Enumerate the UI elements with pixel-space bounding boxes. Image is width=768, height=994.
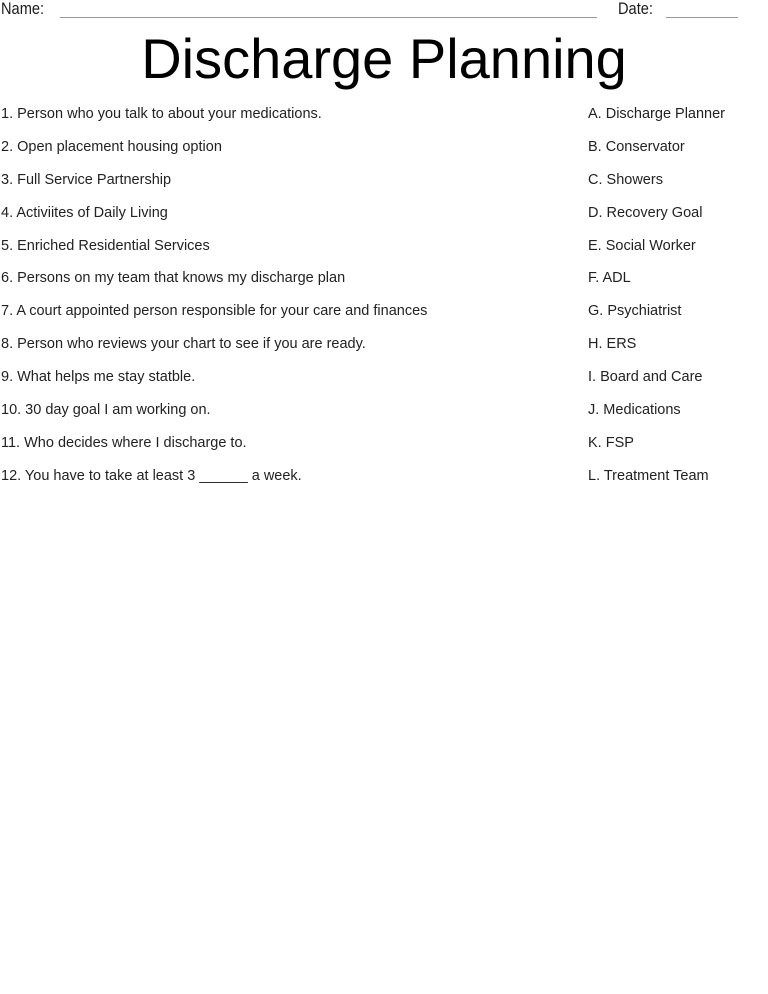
answer-item: I. Board and Care bbox=[588, 369, 703, 386]
name-blank-line bbox=[60, 17, 597, 18]
answer-item: B. Conservator bbox=[588, 138, 685, 155]
answer-item: L. Treatment Team bbox=[588, 467, 709, 484]
name-label: Name: bbox=[1, 0, 45, 18]
question-item: 10. 30 day goal I am working on. bbox=[1, 402, 211, 419]
question-item: 11. Who decides where I discharge to. bbox=[1, 434, 247, 451]
answer-item: G. Psychiatrist bbox=[588, 303, 682, 320]
question-item: 6. Persons on my team that knows my discharge plan bbox=[1, 270, 346, 287]
header-row bbox=[0, 0, 768, 22]
questions-list bbox=[1, 104, 561, 499]
question-item: 3. Full Service Partnership bbox=[1, 171, 172, 188]
question-item: 5. Enriched Residential Services bbox=[1, 237, 210, 254]
answer-item: H. ERS bbox=[588, 336, 637, 353]
question-item: 12. You have to take at least 3 ______ a week. bbox=[1, 467, 302, 484]
page-title: Discharge Planning bbox=[141, 27, 627, 90]
answers-list bbox=[588, 104, 768, 499]
answer-item: J. Medications bbox=[588, 402, 681, 419]
question-item: 1. Person who you talk to about your medications. bbox=[1, 106, 322, 122]
date-label: Date: bbox=[618, 0, 653, 18]
question-item: 7. A court appointed person responsible for your care and finances bbox=[1, 303, 428, 320]
answer-item: A. Discharge Planner bbox=[588, 106, 726, 122]
answer-item: F. ADL bbox=[588, 270, 631, 287]
question-item: 9. What helps me stay statble. bbox=[1, 369, 196, 386]
question-item: 8. Person who reviews your chart to see if you are ready. bbox=[1, 336, 366, 353]
question-item: 2. Open placement housing option bbox=[1, 138, 222, 155]
answer-item: K. FSP bbox=[588, 434, 634, 451]
answer-item: C. Showers bbox=[588, 171, 663, 188]
date-blank-line bbox=[666, 17, 738, 18]
answer-item: E. Social Worker bbox=[588, 237, 696, 254]
answer-item: D. Recovery Goal bbox=[588, 204, 703, 221]
question-item: 4. Activiites of Daily Living bbox=[1, 204, 168, 221]
